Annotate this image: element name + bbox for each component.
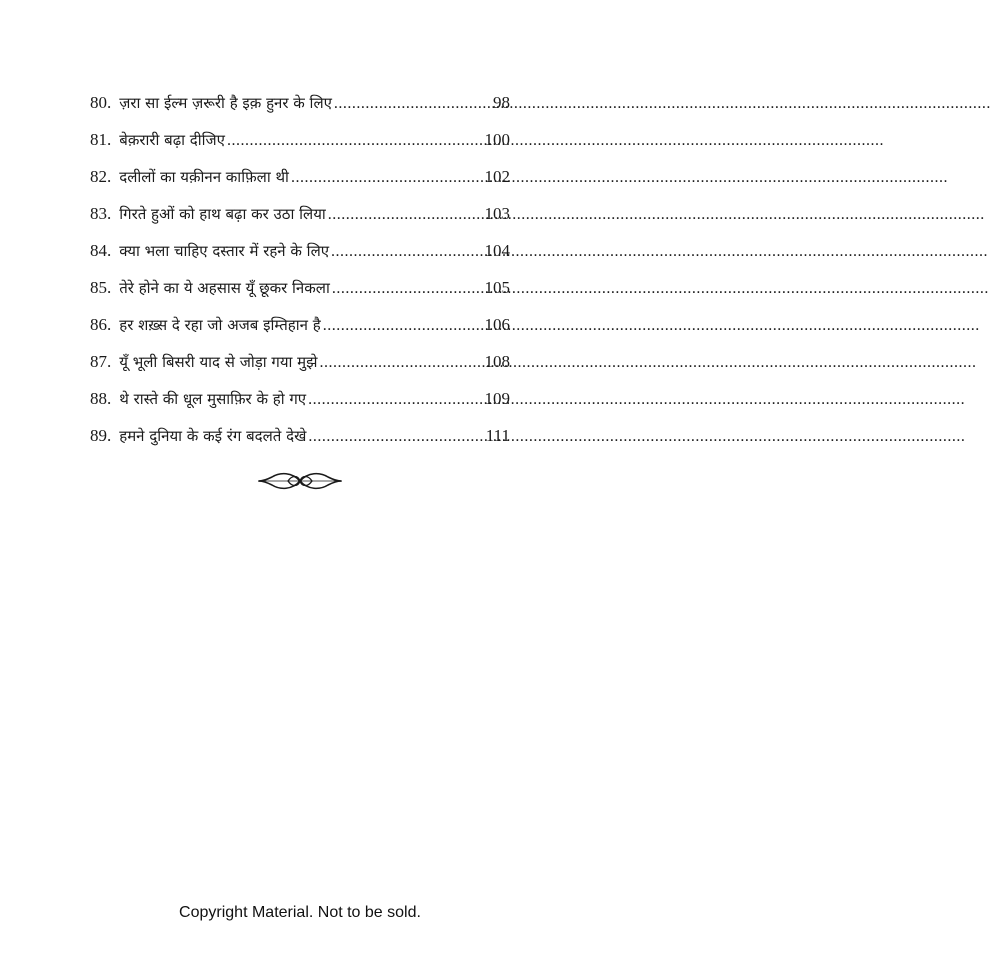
copyright-footer: Copyright Material. Not to be sold. — [179, 904, 421, 921]
entry-title: ज़रा सा ईल्म ज़रूरी है इक़ हुनर के लिए — [119, 94, 332, 112]
entry-number: 89. — [90, 426, 112, 445]
toc-entry-86 — [90, 310, 510, 347]
entry-page-number: 111 — [485, 426, 510, 445]
entry-number: 85. — [90, 278, 112, 297]
entry-page-number: 109 — [484, 389, 510, 408]
toc-entry-87 — [90, 347, 510, 384]
entry-page-number: 98 — [493, 93, 510, 112]
entry-number: 80. — [90, 93, 112, 112]
dot-leader — [291, 163, 483, 193]
entry-title: थे रास्ते की धूल मुसाफ़िर के हो गए — [119, 390, 307, 408]
entry-title: बेक़रारी बढ़ा दीजिए — [119, 131, 225, 149]
entry-title: हर शख़्स दे रहा जो अजब इम्तिहान है — [119, 316, 321, 334]
entry-title: हमने दुनिया के कई रंग बदलते देखे — [119, 427, 307, 445]
entry-number: 81. — [90, 130, 112, 149]
entry-page-number: 100 — [484, 130, 510, 149]
entry-title: दलीलों का यक़ीनन काफ़िला थी — [119, 168, 289, 186]
toc-entry-84 — [90, 236, 510, 273]
table-of-contents — [90, 88, 510, 458]
entry-title: तेरे होने का ये अहसास यूँ छूकर निकला — [119, 279, 330, 297]
toc-entry-81 — [90, 125, 510, 162]
entry-number: 88. — [90, 389, 112, 408]
entry-number: 84. — [90, 241, 112, 260]
entry-page-number: 103 — [484, 204, 510, 223]
dot-leader — [323, 311, 483, 341]
flourish-ornament-icon — [258, 468, 342, 494]
entry-page-number: 106 — [484, 315, 510, 334]
entry-number: 86. — [90, 315, 112, 334]
dot-leader — [308, 422, 483, 452]
entry-page-number: 108 — [484, 352, 510, 371]
toc-entry-83 — [90, 199, 510, 236]
entry-title: गिरते हुओं को हाथ बढ़ा कर उठा लिया — [119, 205, 326, 223]
toc-entry-88 — [90, 384, 510, 421]
toc-entry-82 — [90, 162, 510, 199]
dot-leader — [227, 126, 483, 156]
entry-number: 87. — [90, 352, 112, 371]
toc-entry-89 — [90, 421, 510, 458]
dot-leader — [328, 200, 483, 230]
entry-page-number: 104 — [484, 241, 510, 260]
dot-leader — [334, 89, 491, 119]
entry-page-number: 105 — [484, 278, 510, 297]
dot-leader — [332, 274, 483, 304]
toc-entry-85 — [90, 273, 510, 310]
dot-leader — [308, 385, 482, 415]
dot-leader — [320, 348, 483, 378]
dot-leader — [331, 237, 482, 267]
entry-page-number: 102 — [484, 167, 510, 186]
entry-title: क्या भला चाहिए दस्तार में रहने के लिए — [119, 242, 330, 260]
entry-number: 83. — [90, 204, 112, 223]
toc-entry-80 — [90, 88, 510, 125]
entry-number: 82. — [90, 167, 112, 186]
entry-title: यूँ भूली बिसरी याद से जोड़ा गया मुझे — [119, 353, 318, 371]
